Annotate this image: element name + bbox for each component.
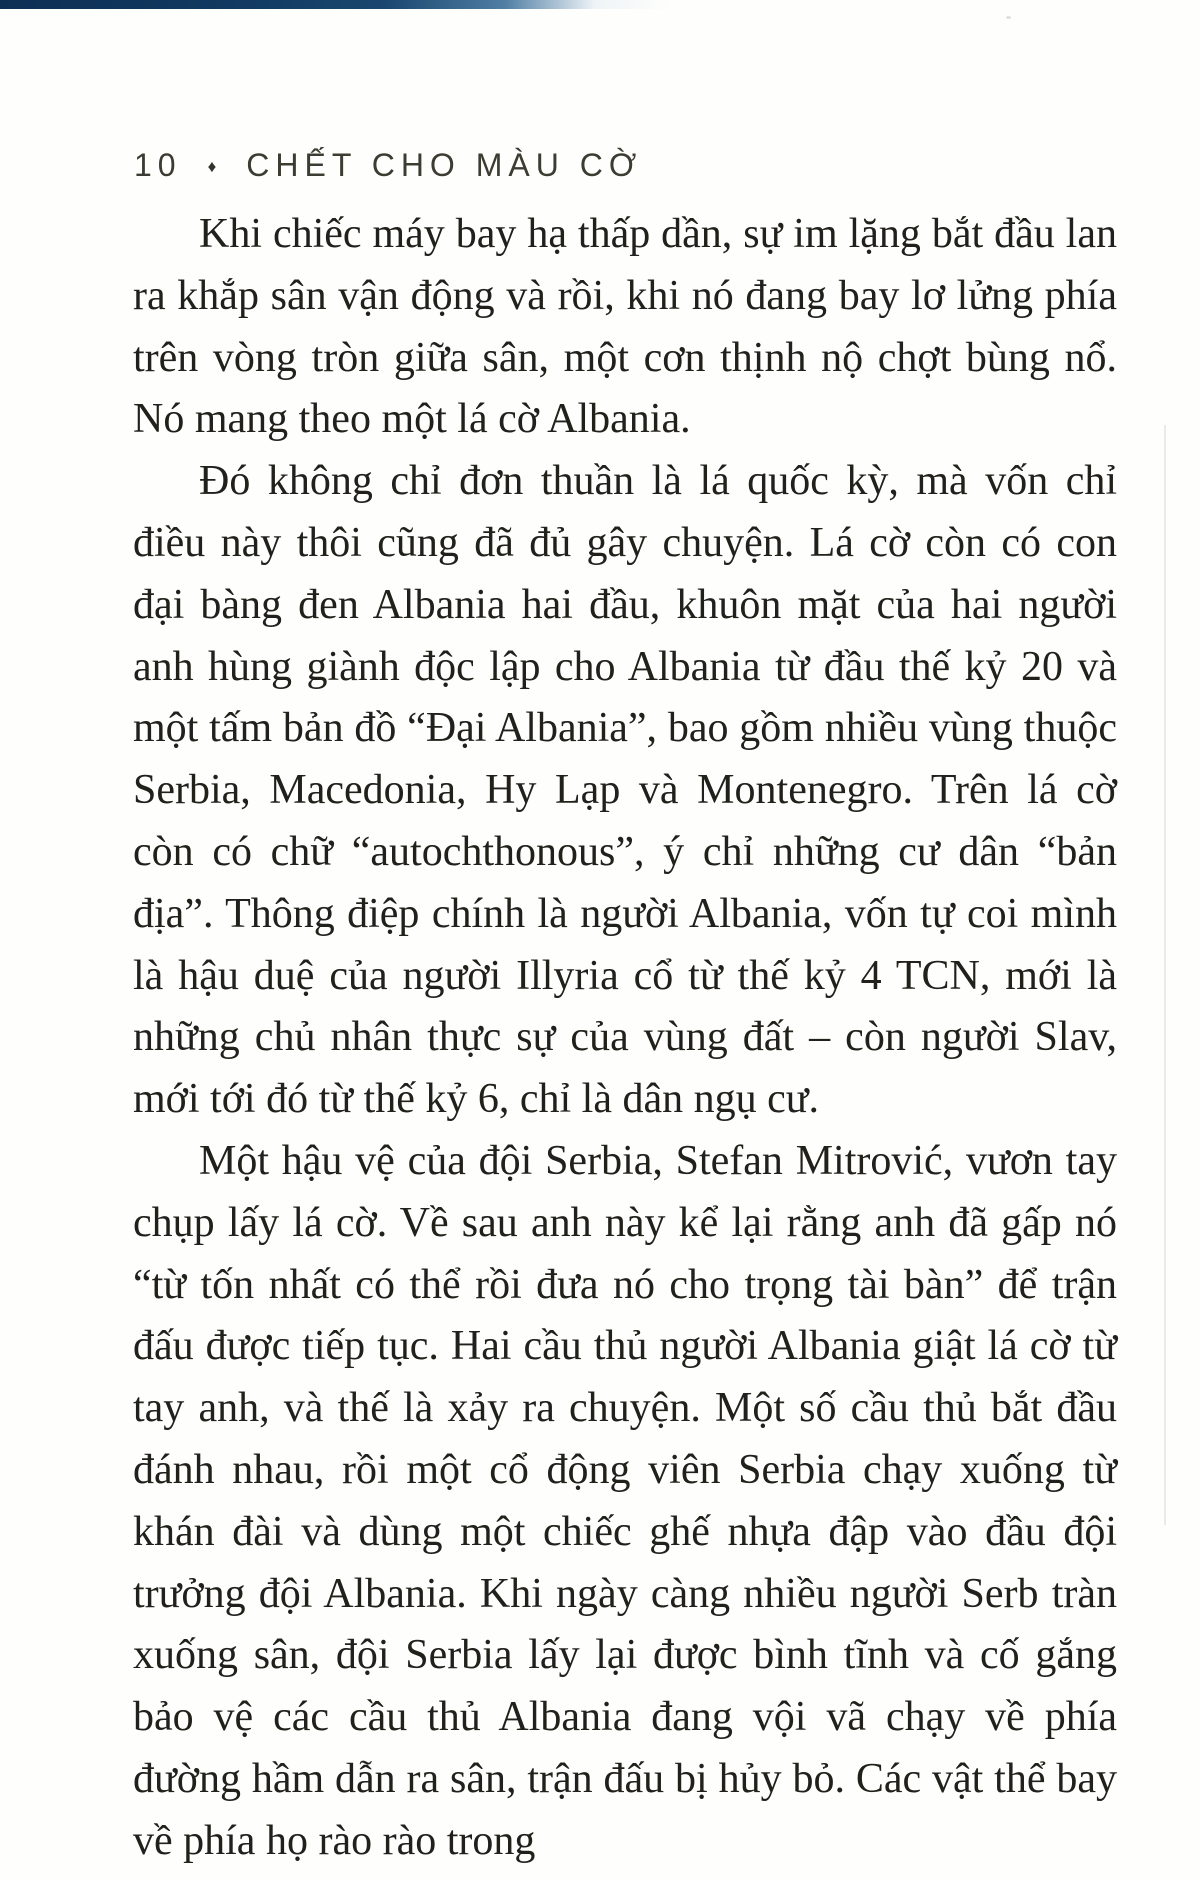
paragraph: Khi chiếc máy bay hạ thấp dần, sự im lặng bắt đầu lan ra khắp sân vận động và rồi, khi nó đang bay lơ lửng phía trên vòng tròn giữa sân, một cơn thịnh nộ chợt bùng nổ. Nó mang theo một lá cờ Albania. — [133, 211, 1117, 443]
body-text-column — [133, 204, 1117, 1873]
scan-artifact-line — [1164, 425, 1166, 1525]
running-title: CHẾT CHO MÀU CỜ — [246, 147, 643, 183]
page-number: 10 — [134, 147, 182, 183]
running-header — [134, 147, 642, 184]
paragraph: Một hậu vệ của đội Serbia, Stefan Mitrović, vươn tay chụp lấy lá cờ. Về sau anh này kể lại rằng anh đã gấp nó “từ tốn nhất có thể rồi đưa nó cho trọng tài bàn” để trận đấu được tiếp tục. Hai cầu thủ người Albania giật lá cờ từ tay anh, và thế là xảy ra chuyện. Một số cầu thủ bắt đầu đánh nhau, rồi một cổ động viên Serbia chạy xuống từ khán đài và dùng một chiếc ghế nhựa đập vào đầu đội trưởng đội Albania. Khi ngày càng nhiều người Serb tràn xuống sân, đội Serbia lấy lại được bình tĩnh và cố gắng bảo vệ các cầu thủ Albania đang vội vã chạy về phía đường hầm dẫn ra sân, trận đấu bị hủy bỏ. Các vật thể bay về phía họ rào rào trong — [133, 1137, 1117, 1864]
paragraph: Đó không chỉ đơn thuần là lá quốc kỳ, mà vốn chỉ điều này thôi cũng đã đủ gây chuyện. Lá cờ còn có con đại bàng đen Albania hai đầu, khuôn mặt của hai người anh hùng giành độc lập cho Albania từ đầu thế kỷ 20 và một tấm bản đồ “Đại Albania”, bao gồm nhiều vùng thuộc Serbia, Macedonia, Hy Lạp và Montenegro. Trên lá cờ còn có chữ “autochthonous”, ý chỉ những cư dân “bản địa”. Thông điệp chính là người Albania, vốn tự coi mình là hậu duệ của người Illyria cổ từ thế kỷ 4 TCN, mới là những chủ nhân thực sự của vùng đất – còn người Slav, mới tới đó từ thế kỷ 6, chỉ là dân ngụ cư. — [133, 458, 1117, 1123]
top-edge-decoration-bar — [0, 0, 700, 9]
scan-speck — [1006, 16, 1011, 19]
diamond-separator-icon: ♦ — [207, 156, 217, 176]
